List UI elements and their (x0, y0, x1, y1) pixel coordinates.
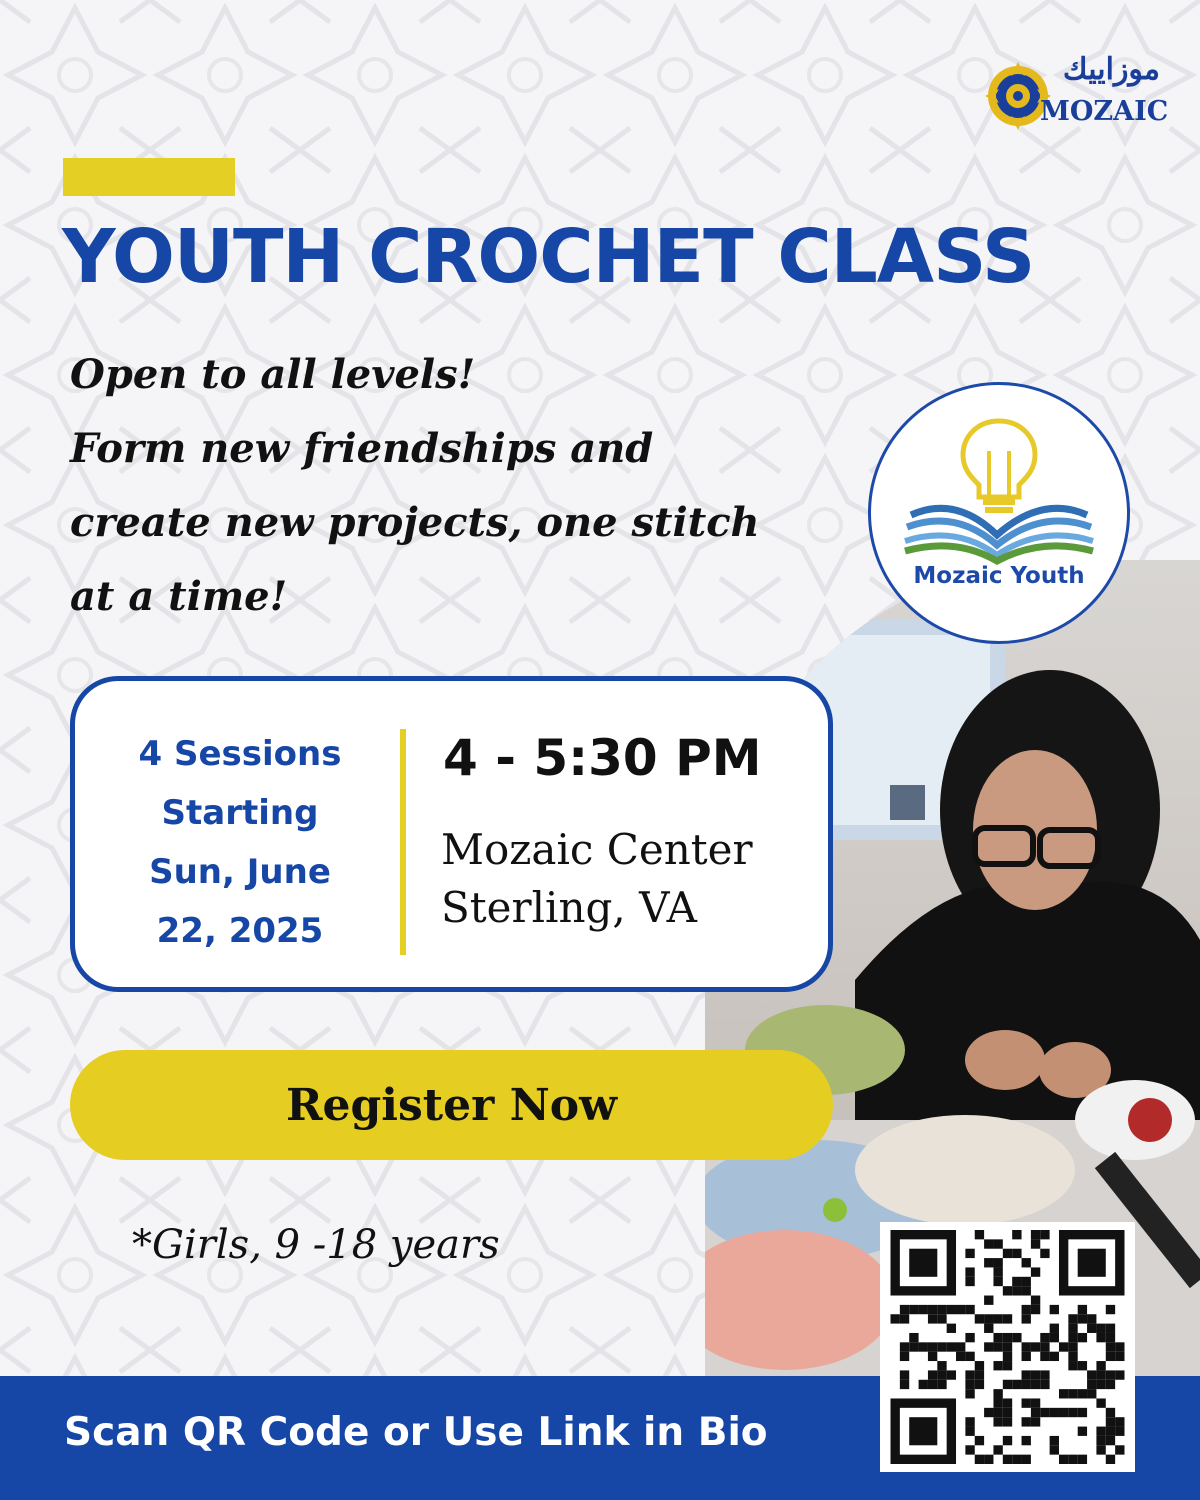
class-time: 4 - 5:30 PM (443, 729, 762, 787)
tagline-line: Form new friendships and (70, 425, 654, 472)
info-card (70, 676, 833, 992)
register-now-button[interactable]: Register Now (70, 1050, 833, 1160)
location-line: Mozaic Center (441, 825, 753, 874)
qr-code[interactable] (880, 1222, 1135, 1472)
lightbulb-book-icon (871, 385, 1127, 641)
sessions-line: Starting (161, 793, 319, 833)
sessions-line: Sun, June (149, 852, 331, 892)
tagline-line: Open to all levels! (70, 351, 476, 398)
logo-name: MOZAIC (1040, 96, 1169, 127)
mozaic-youth-badge (868, 382, 1130, 644)
youth-badge-label: Mozaic Youth (913, 563, 1085, 589)
eligibility-note: *Girls, 9 -18 years (132, 1222, 500, 1268)
class-location (441, 821, 821, 937)
logo-arabic-text: موزاييك (1062, 52, 1160, 87)
tagline-line: create new projects, one stitch (70, 499, 760, 546)
location-line: Sterling, VA (441, 883, 697, 932)
page-title: YOUTH CROCHET CLASS (62, 214, 1035, 300)
accent-bar (63, 158, 235, 196)
footer-text: Scan QR Code or Use Link in Bio (64, 1410, 768, 1455)
tagline (70, 338, 830, 634)
tagline-line: at a time! (70, 573, 288, 620)
sessions-info (115, 725, 365, 961)
sessions-line: 22, 2025 (156, 911, 324, 951)
card-divider (400, 729, 406, 955)
sessions-line: 4 Sessions (138, 734, 342, 774)
